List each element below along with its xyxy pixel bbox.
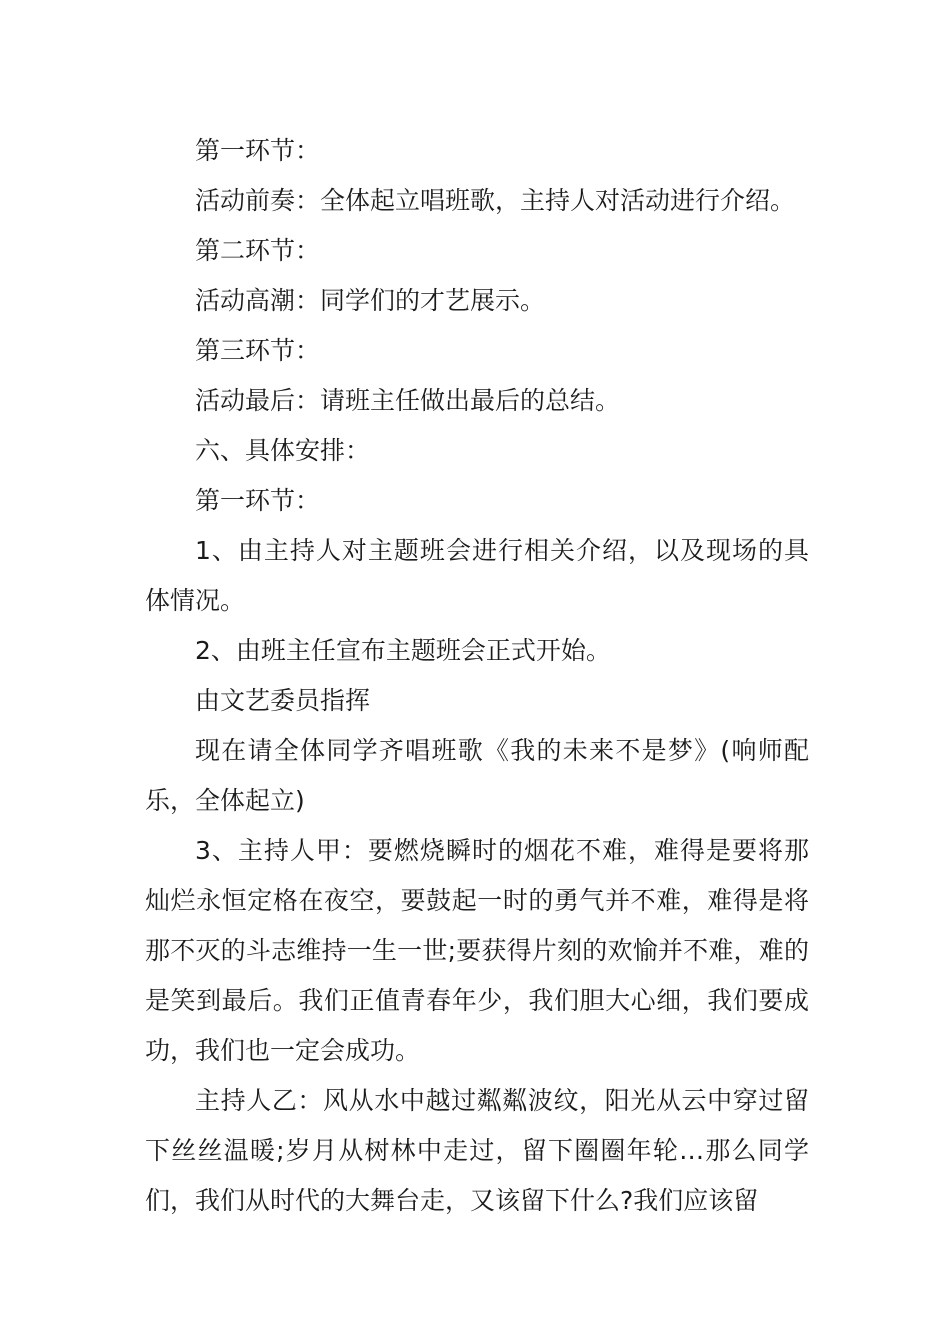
paragraph: 活动前奏：全体起立唱班歌，主持人对活动进行介绍。 [195, 186, 796, 215]
paragraph: 3、主持人甲：要燃烧瞬时的烟花不难，难得是要将那灿烂永恒定格在夜空，要鼓起一时的勇气并不难，难得是将那不灭的斗志维持一生一世;要获得片刻的欢愉并不难，难的是笑到最后。我们正值青春年少，我们胆大心细，我们要成功，我们也一定会成功。 [145, 836, 809, 1065]
paragraph: 六、具体安排： [195, 436, 371, 465]
paragraph: 活动高潮：同学们的才艺展示。 [195, 286, 546, 315]
paragraph: 活动最后：请班主任做出最后的总结。 [195, 386, 621, 415]
paragraph: 现在请全体同学齐唱班歌《我的未来不是梦》(响师配乐，全体起立) [145, 736, 809, 815]
paragraph: 由文艺委员指挥 [195, 686, 371, 715]
paragraph: 第三环节： [195, 336, 321, 365]
paragraph: 第一环节： [195, 486, 321, 515]
paragraph: 主持人乙：风从水中越过粼粼波纹，阳光从云中穿过留下丝丝温暖;岁月从树林中走过，留下圈圈年轮…那么同学们，我们从时代的大舞台走，又该留下什么?我们应该留 [145, 1086, 809, 1215]
paragraph: 2、由班主任宣布主题班会正式开始。 [195, 636, 611, 665]
paragraph: 1、由主持人对主题班会进行相关介绍，以及现场的具体情况。 [145, 536, 809, 615]
paragraph: 第二环节： [195, 236, 321, 265]
document-body [145, 126, 809, 1226]
paragraph: 第一环节： [195, 136, 321, 165]
